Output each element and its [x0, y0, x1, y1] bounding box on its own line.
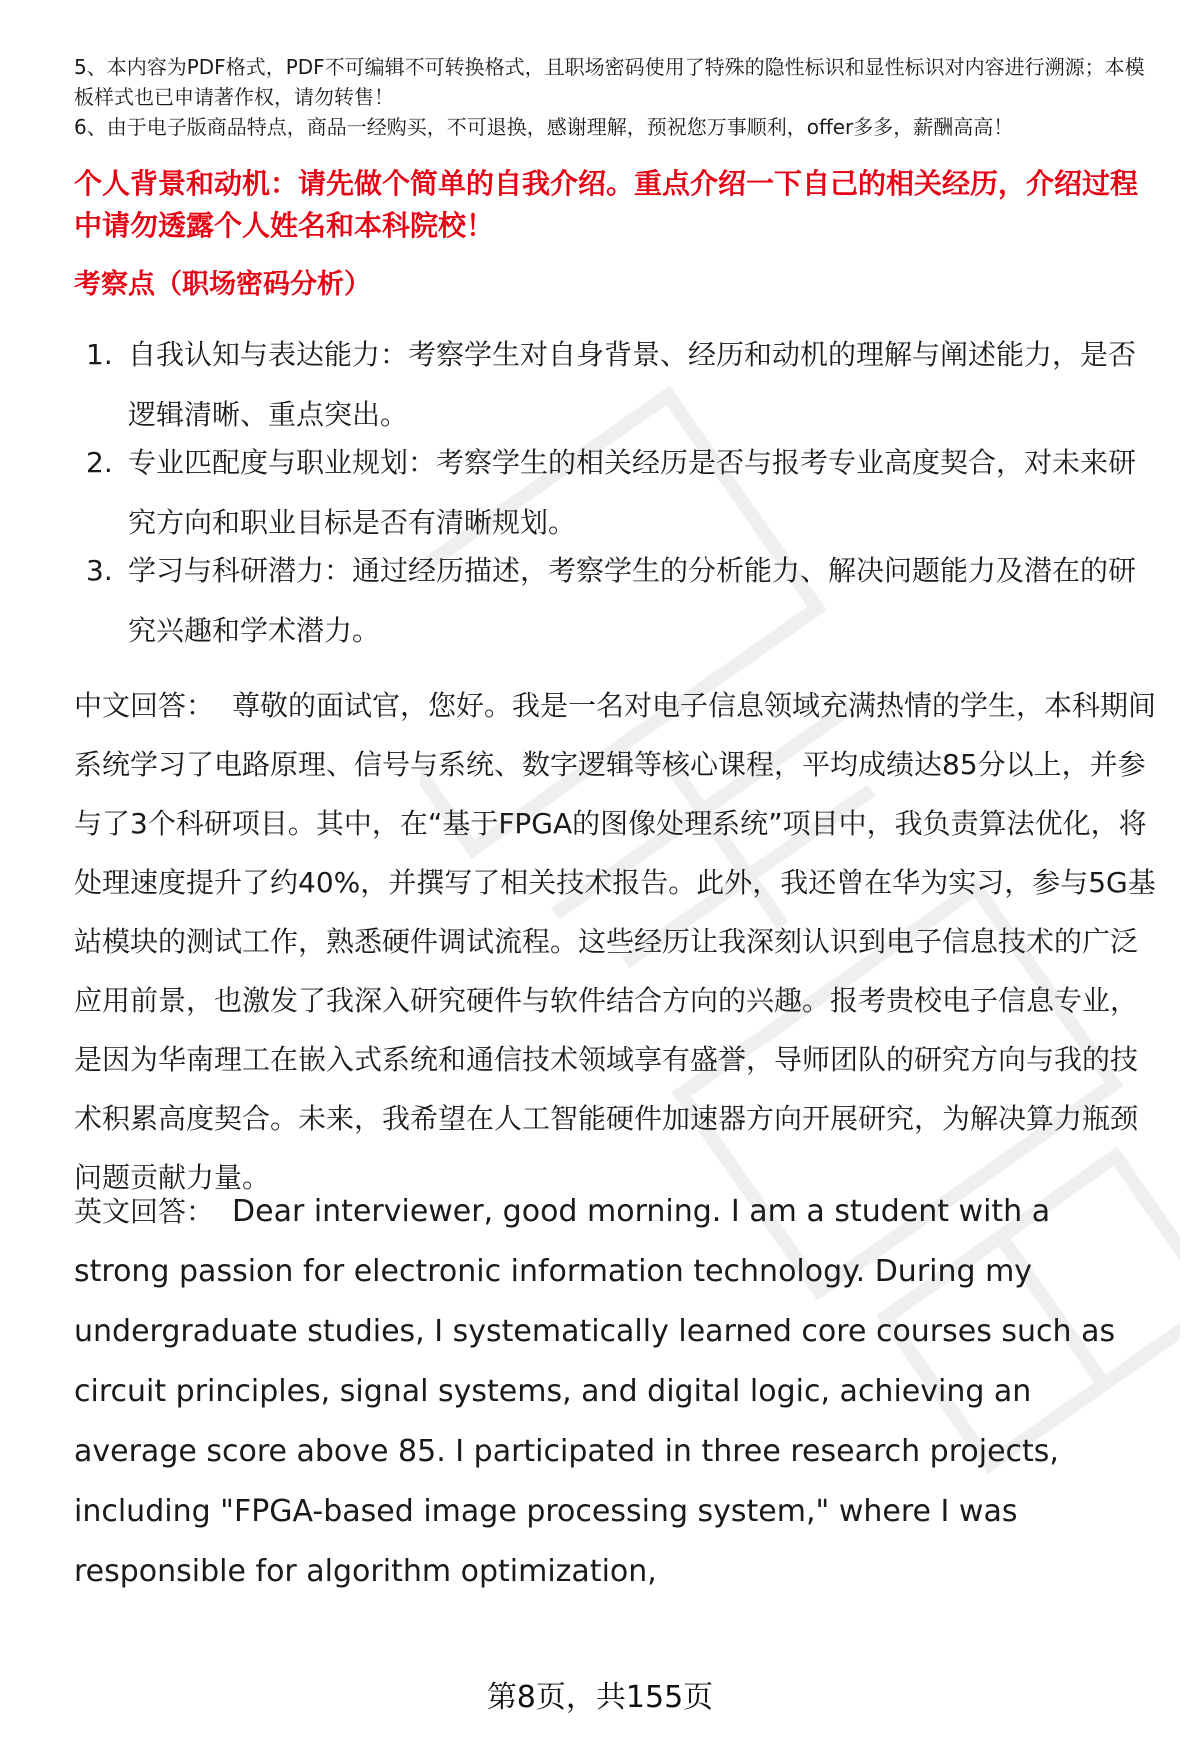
answer-chinese [74, 676, 1164, 1207]
assessment-point [86, 433, 1156, 553]
point-text: 专业匹配度与职业规划：考察学生的相关经历是否与报考专业高度契合，对未来研究方向和职业目标是否有清晰规划。 [128, 446, 1137, 539]
point-number: 1. [86, 338, 113, 371]
point-text: 学习与科研潜力：通过经历描述，考察学生的分析能力、解决问题能力及潜在的研究兴趣和学术潜力。 [128, 554, 1137, 647]
page-number: 第8页，共155页 [486, 1680, 714, 1715]
question-heading: 个人背景和动机：请先做个简单的自我介绍。重点介绍一下自己的相关经历，介绍过程中请勿透露个人姓名和本科院校！ [74, 167, 1139, 242]
point-number: 2. [86, 446, 113, 479]
notice-item-5: 5、本内容为PDF格式，PDF不可编辑不可转换格式，且职场密码使用了特殊的隐性标识和显性标识对内容进行溯源；本模板样式也已申请著作权，请勿转售！ [74, 55, 1145, 109]
answer-english [74, 1182, 1124, 1602]
notice-item-6: 6、由于电子版商品特点，商品一经购买，不可退换，感谢理解，预祝您万事顺利，offer多多，薪酬高高！ [74, 115, 1014, 139]
answer-cn-text: 尊敬的面试官，您好。我是一名对电子信息领域充满热情的学生，本科期间系统学习了电路原理、信号与系统、数字逻辑等核心课程，平均成绩达85分以上，并参与了3个科研项目。其中，在“基于FPGA的图像处理系统”项目中，我负责算法优化，将处理速度提升了约40%，并撰写了相关技术报告。此外，我还曾在华为实习，参与5G基站模块的测试工作，熟悉硬件调试流程。这些经历让我深刻认识到电子信息技术的广泛应用前景，也激发了我深入研究硬件与软件结合方向的兴趣。报考贵校电子信息专业，是因为华南理工在嵌入式系统和通信技术领域享有盛誉，导师团队的研究方向与我的技术积累高度契合。未来，我希望在人工智能硬件加速器方向开展研究，为解决算力瓶颈问题贡献力量。 [74, 689, 1157, 1194]
point-text: 自我认知与表达能力：考察学生对自身背景、经历和动机的理解与阐述能力，是否逻辑清晰、重点突出。 [128, 338, 1137, 431]
assessment-point [86, 325, 1156, 445]
assessment-point [86, 541, 1156, 661]
answer-en-label: 英文回答： [74, 1195, 215, 1228]
assessment-points-title: 考察点（职场密码分析） [74, 269, 371, 300]
answer-en-text: Dear interviewer, good morning. I am a student with a strong passion for electronic information technology. During my undergraduate studies, I systematically learned core courses such as circuit principles, signal systems, and digital logic, achieving an average score above 85. I participated in three research projects, including "FPGA-based image processing system," where I was responsible for algorithm optimization, [74, 1194, 1116, 1589]
point-number: 3. [86, 554, 113, 587]
answer-cn-label: 中文回答： [74, 689, 215, 722]
